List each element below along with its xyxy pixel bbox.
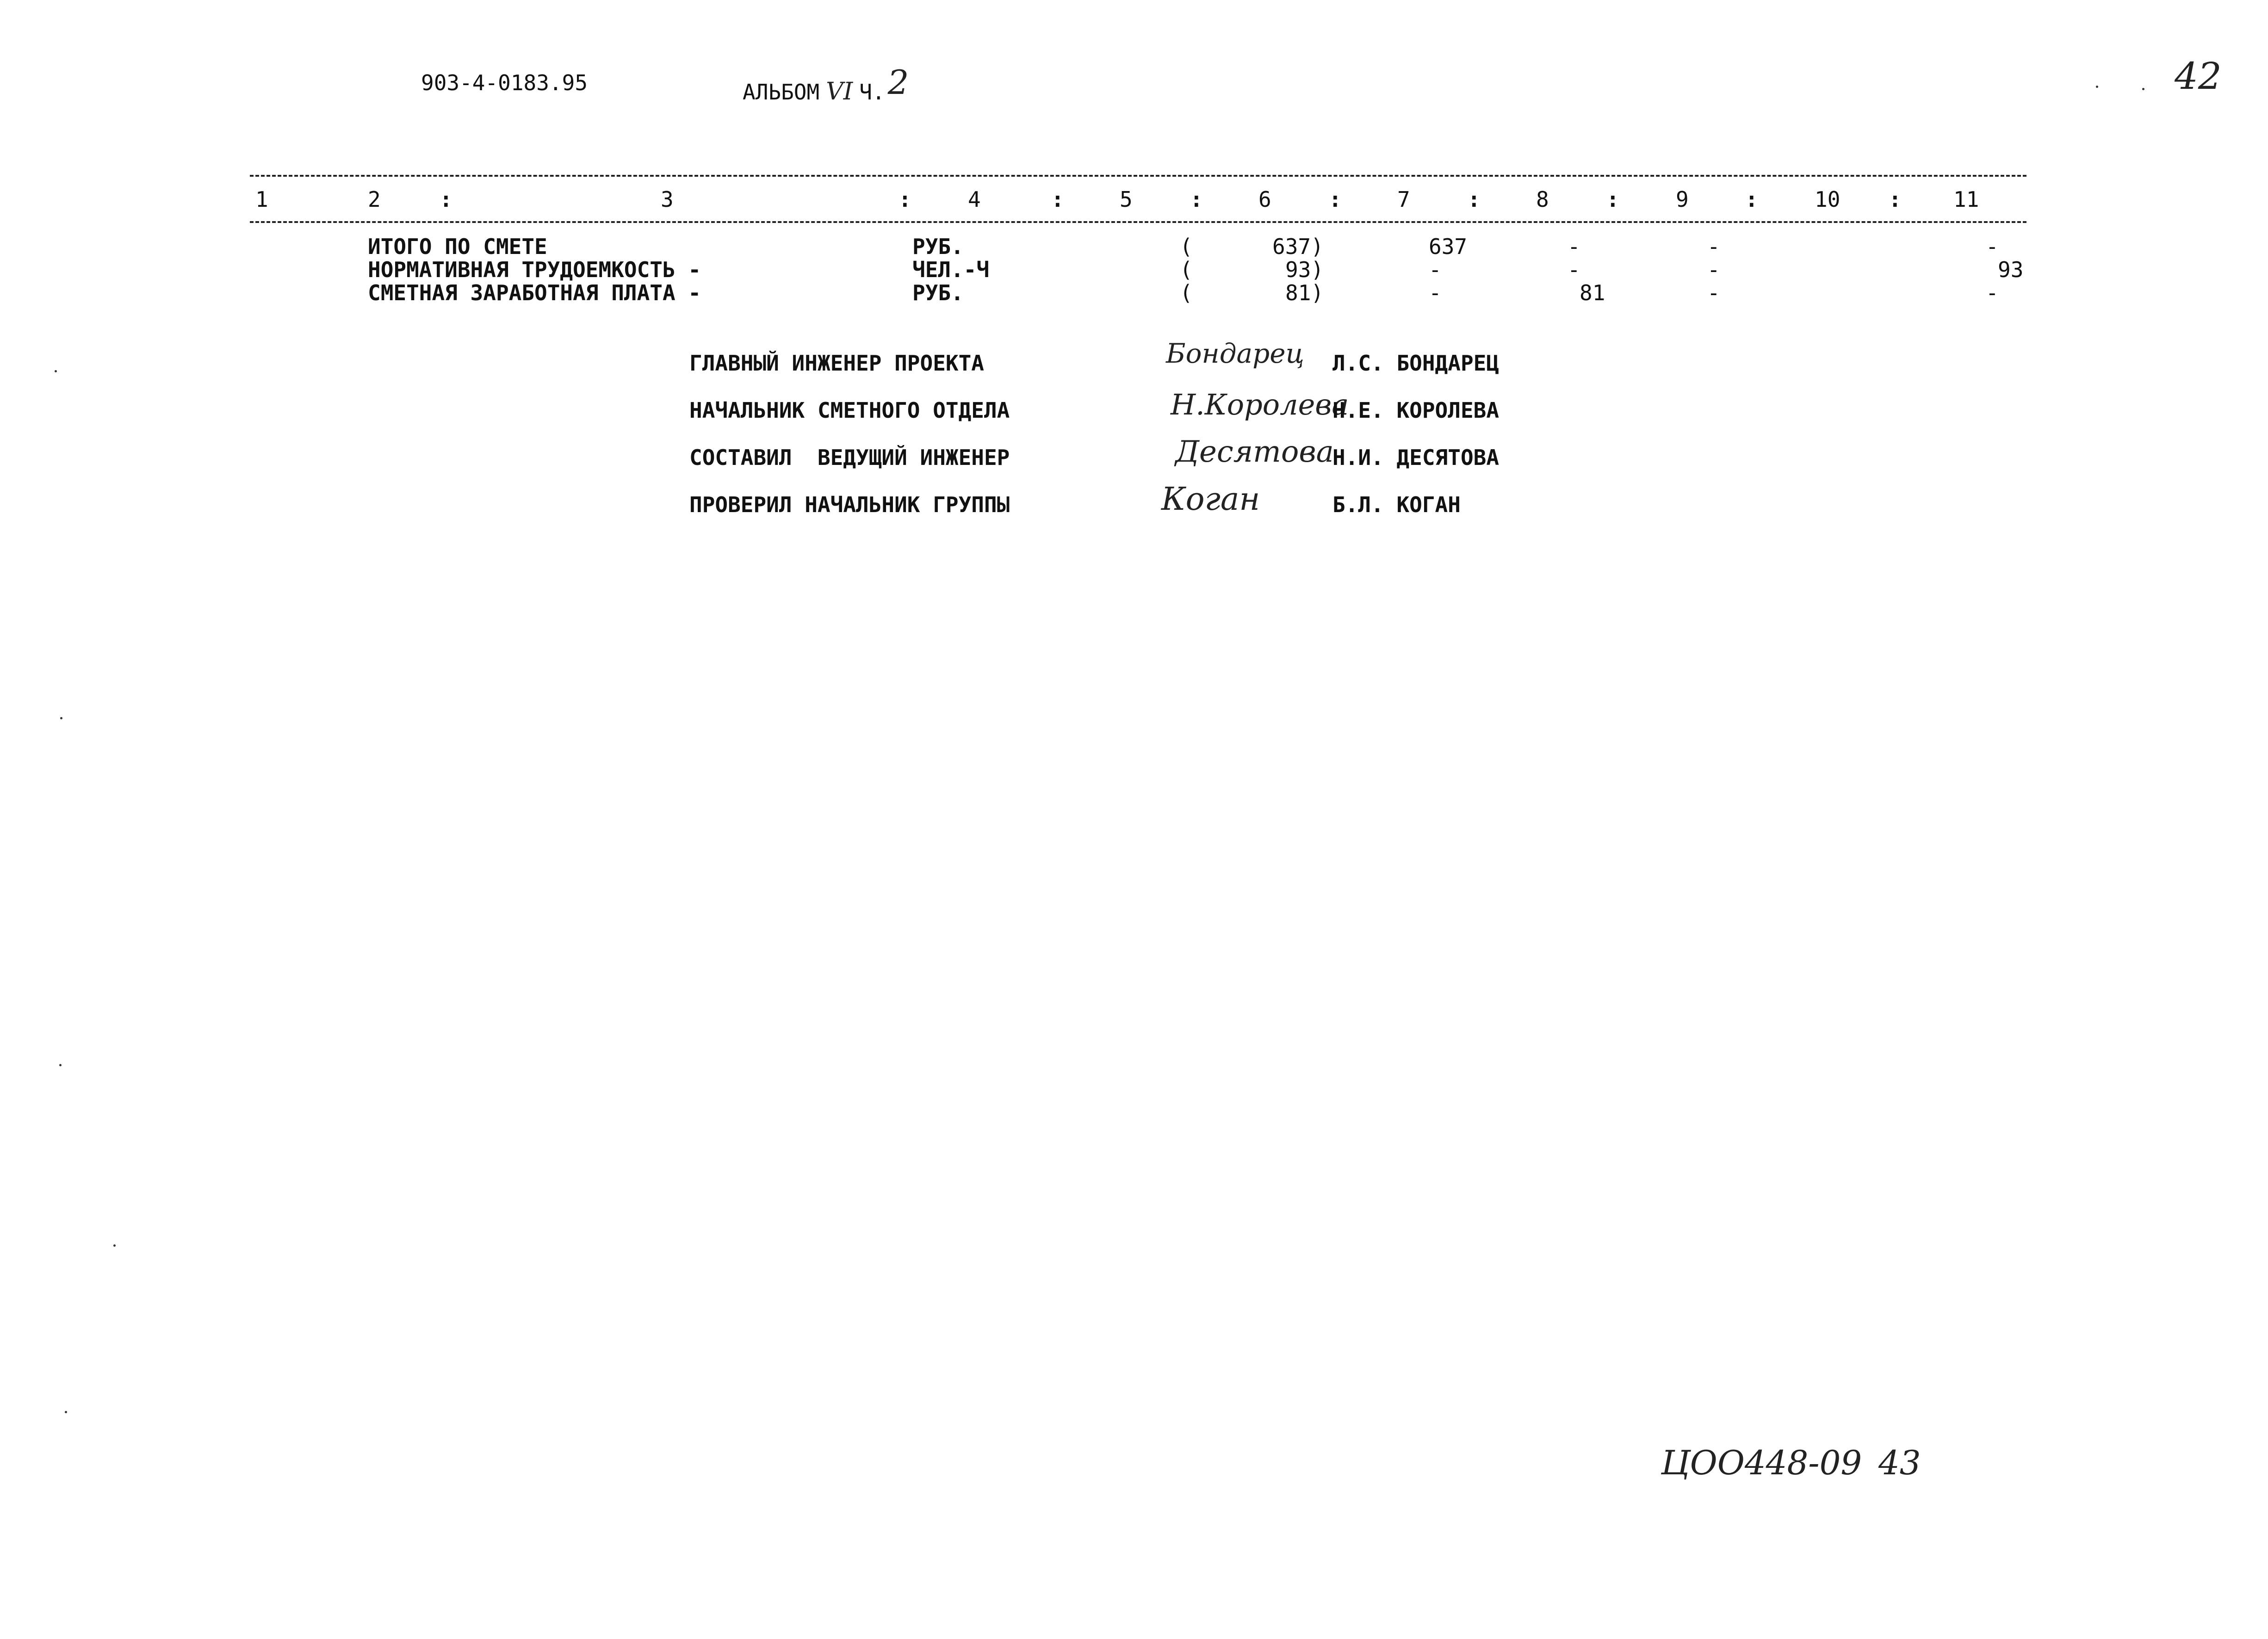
- album-label: АЛЬБОМ: [743, 80, 820, 105]
- handwritten-signature: Бондарец: [1166, 338, 1305, 369]
- col-sep: :: [899, 187, 911, 212]
- signature-role: ГЛАВНЫЙ ИНЖЕНЕР ПРОЕКТА: [689, 351, 984, 376]
- page-number: 42: [2175, 55, 2222, 98]
- signature-name: Л.С. БОНДАРЕЦ: [1332, 351, 1500, 376]
- col-8: 8: [1536, 187, 1549, 212]
- row-c8: -: [1568, 234, 1580, 259]
- row-c8: 81: [1580, 280, 1605, 305]
- row-value: 81): [1285, 280, 1324, 305]
- row-unit: РУБ.: [912, 234, 964, 259]
- col-6: 6: [1258, 187, 1271, 212]
- col-3: 3: [661, 187, 674, 212]
- scan-speck: [2142, 88, 2144, 90]
- col-sep: :: [1889, 187, 1902, 212]
- col-4: 4: [968, 187, 981, 212]
- row-c11: -: [1986, 234, 1999, 259]
- scan-speck: [59, 1064, 62, 1066]
- handwritten-signature: Десятова: [1175, 435, 1334, 469]
- row-value: 93): [1285, 257, 1324, 282]
- col-11: 11: [1953, 187, 1979, 212]
- col-sep: :: [1606, 187, 1619, 212]
- col-sep: :: [1468, 187, 1481, 212]
- signature-name: Н.Е. КОРОЛЕВА: [1332, 398, 1500, 423]
- scan-speck: [55, 370, 57, 372]
- row-c7: -: [1429, 280, 1442, 305]
- col-sep: :: [440, 187, 452, 212]
- col-sep: :: [1329, 187, 1342, 212]
- col-9: 9: [1676, 187, 1689, 212]
- row-label: ИТОГО ПО СМЕТЕ: [368, 234, 547, 259]
- col-sep: :: [1745, 187, 1758, 212]
- table-header-rule: [250, 221, 2026, 223]
- archive-code: ЦОО448-09: [1661, 1443, 1862, 1482]
- row-unit: РУБ.: [912, 280, 964, 305]
- row-paren: (: [1180, 257, 1193, 282]
- row-unit: ЧЕЛ.-Ч: [912, 257, 990, 282]
- row-c9: -: [1707, 280, 1720, 305]
- row-c7: 637: [1429, 234, 1468, 259]
- scan-speck: [113, 1244, 116, 1247]
- row-c7: -: [1429, 257, 1442, 282]
- row-c9: -: [1707, 257, 1720, 282]
- row-c8: -: [1568, 257, 1580, 282]
- part-number: 2: [887, 63, 909, 102]
- handwritten-signature: Н.Королева: [1171, 388, 1349, 421]
- col-10: 10: [1815, 187, 1840, 212]
- row-value: 637): [1272, 234, 1324, 259]
- album-number: VI: [826, 78, 853, 105]
- row-label: СМЕТНАЯ ЗАРАБОТНАЯ ПЛАТА -: [368, 280, 701, 305]
- signature-name: Н.И. ДЕСЯТОВА: [1332, 445, 1500, 470]
- row-c9: -: [1707, 234, 1720, 259]
- signature-role: НАЧАЛЬНИК СМЕТНОГО ОТДЕЛА: [689, 398, 1010, 423]
- scan-speck: [65, 1411, 67, 1413]
- row-c11: -: [1986, 280, 1999, 305]
- row-paren: (: [1180, 234, 1193, 259]
- signature-role: СОСТАВИЛ ВЕДУЩИЙ ИНЖЕНЕР: [689, 445, 1010, 470]
- scan-speck: [2096, 86, 2098, 88]
- signature-name: Б.Л. КОГАН: [1332, 492, 1461, 517]
- table-top-rule: [250, 175, 2026, 177]
- col-1: 1: [255, 187, 268, 212]
- album-label-group: [743, 63, 909, 107]
- col-sep: :: [1051, 187, 1064, 212]
- col-sep: :: [1190, 187, 1203, 212]
- row-paren: (: [1180, 280, 1193, 305]
- part-label: Ч.: [859, 80, 885, 105]
- handwritten-signature: Коган: [1161, 481, 1260, 518]
- doc-code: 903-4-0183.95: [421, 70, 588, 95]
- sheet-number: 43: [1878, 1443, 1921, 1482]
- row-c11: 93: [1998, 257, 2024, 282]
- col-2: 2: [368, 187, 381, 212]
- col-7: 7: [1397, 187, 1410, 212]
- signature-role: ПРОВЕРИЛ НАЧАЛЬНИК ГРУППЫ: [689, 492, 1010, 517]
- row-label: НОРМАТИВНАЯ ТРУДОЕМКОСТЬ -: [368, 257, 701, 282]
- scan-speck: [60, 717, 62, 719]
- col-5: 5: [1120, 187, 1133, 212]
